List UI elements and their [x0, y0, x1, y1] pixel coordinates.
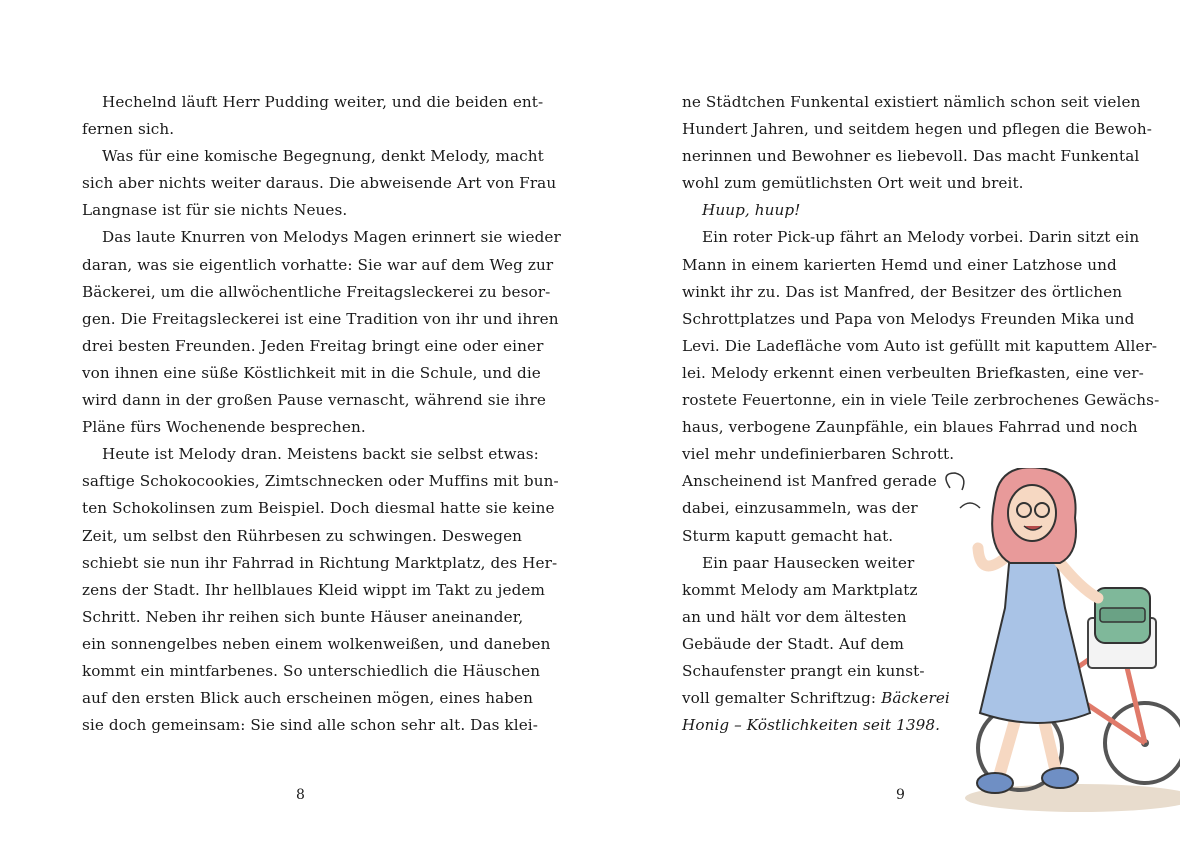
- text-line-content: ne Städtchen Funkental existiert nämlich schon seit vielen: [682, 93, 1141, 111]
- text-line-content: saftige Schokocookies, Zimtschnecken oder Muffins mit bun-: [82, 472, 559, 491]
- text-line: [82, 441, 539, 468]
- text-line-content: Zeit, um selbst den Rührbesen zu schwingen. Deswegen: [82, 526, 523, 545]
- text-line-content: Huup, huup!: [702, 201, 801, 220]
- text-line: [682, 441, 1132, 468]
- text-line-content: Langnase ist für sie nichts Neues.: [82, 201, 348, 220]
- text-line-content: gen. Die Freitagsleckerei ist eine Tradition von ihr und ihren: [82, 309, 559, 328]
- text-line-content: daran, was sie eigentlich vorhatte: Sie war auf dem Weg zur: [82, 255, 554, 274]
- text-line-content: winkt ihr zu. Das ist Manfred, der Besitzer des örtlichen: [682, 282, 1123, 301]
- text-line-content: Heute ist Melody dran. Meistens backt sie selbst etwas:: [102, 445, 539, 464]
- text-line: [682, 252, 1132, 279]
- text-line: [682, 170, 1132, 197]
- text-line-content: Schritt. Neben ihr reihen sich bunte Häuser aneinander,: [82, 607, 524, 626]
- text-line: [82, 252, 554, 279]
- text-line: [82, 414, 522, 441]
- text-line-content: haus, verbogene Zaunpfähle, ein blaues Fahrrad und noch: [682, 418, 1138, 437]
- text-line: [82, 604, 522, 631]
- text-line: [82, 306, 559, 333]
- text-line-content: Ein roter Pick-up fährt an Melody vorbei. Darin sitzt ein: [702, 228, 1140, 247]
- text-line: [82, 712, 538, 739]
- text-line: [82, 468, 559, 495]
- text-line: [682, 116, 1153, 143]
- text-line: [82, 523, 522, 550]
- text-line: [82, 685, 534, 712]
- text-line-content: Ein paar Hausecken weiter: [702, 553, 915, 572]
- text-line-content: fernen sich.: [82, 120, 175, 139]
- text-line-content: dabei, einzusammeln, was der: [682, 499, 918, 518]
- text-line-content: Anscheinend ist Manfred gerade: [682, 472, 937, 491]
- text-line-content: sie doch gemeinsam: Sie sind alle schon sehr alt. Das klei-: [82, 716, 538, 735]
- text-line: [682, 360, 1144, 387]
- text-line: [82, 387, 546, 414]
- page-number-right: 9: [896, 787, 905, 803]
- text-line-content: Mann in einem karierten Hemd und einer Latzhose und: [682, 255, 1117, 274]
- text-line: [82, 658, 541, 685]
- text-line-content: schiebt sie nun ihr Fahrrad in Richtung Marktplatz, des Her-: [82, 553, 558, 572]
- text-line-content: kommt ein mintfarbenes. So unterschiedlich die Häuschen: [82, 661, 541, 680]
- text-line-content: viel mehr undefinierbaren Schrott.: [682, 445, 955, 464]
- text-line-content: wohl zum gemütlichsten Ort weit und breit.: [682, 174, 1024, 193]
- text-line-content: ten Schokolinsen zum Beispiel. Doch diesmal hatte sie keine: [82, 499, 555, 518]
- text-line-content: Gebäude der Stadt. Auf dem: [682, 634, 904, 653]
- text-line: [682, 333, 1158, 360]
- text-line-content: ein sonnengelbes neben einem wolkenweißen, und daneben: [82, 634, 551, 653]
- text-line: [82, 631, 551, 658]
- text-line-content: rostete Feuertonne, ein in viele Teile zerbrochenes Gewächs-: [682, 391, 1160, 410]
- text-line-content: voll gemalter Schriftzug:: [682, 689, 877, 708]
- text-line-italic-tail: Bäckerei: [881, 689, 950, 708]
- text-line-content: sich aber nichts weiter daraus. Die abweisende Art von Frau: [82, 174, 557, 193]
- text-line: [682, 224, 1140, 251]
- text-line-content: von ihnen eine süße Köstlichkeit mit in die Schule, und die: [82, 363, 541, 382]
- text-line-content: Sturm kaputt gemacht hat.: [682, 526, 894, 545]
- text-line-content: Honig – Köstlichkeiten seit 1398.: [682, 716, 941, 735]
- text-line-content: wird dann in der großen Pause vernascht, während sie ihre: [82, 391, 546, 410]
- text-line: [682, 306, 1135, 333]
- text-line-content: Schaufenster prangt ein kunst-: [682, 661, 925, 680]
- text-line: [682, 197, 1132, 224]
- text-line-content: an und hält vor dem ältesten: [682, 607, 907, 626]
- text-line: [82, 197, 522, 224]
- text-line-content: Hechelnd läuft Herr Pudding weiter, und die beiden ent-: [102, 93, 544, 111]
- text-line: [82, 116, 522, 143]
- text-line: [82, 224, 561, 251]
- left-text-column: [82, 89, 561, 739]
- text-line-content: Was für eine komische Begegnung, denkt Melody, macht: [102, 147, 544, 166]
- text-line: [682, 387, 1160, 414]
- text-line-content: kommt Melody am Marktplatz: [682, 580, 918, 599]
- page-number-left: 8: [296, 787, 305, 803]
- text-line-content: Hundert Jahren, und seitdem hegen und pflegen die Bewoh-: [682, 120, 1153, 139]
- text-line: [82, 89, 544, 116]
- text-line-content: zens der Stadt. Ihr hellblaues Kleid wippt im Takt zu jedem: [82, 580, 545, 599]
- text-line-content: Levi. Die Ladefläche vom Auto ist gefüllt mit kaputtem Aller-: [682, 336, 1158, 355]
- text-line-content: auf den ersten Blick auch erscheinen mögen, eines haben: [82, 689, 534, 708]
- text-line: [82, 360, 541, 387]
- text-line: [82, 170, 557, 197]
- text-line-content: lei. Melody erkennt einen verbeulten Briefkasten, eine ver-: [682, 363, 1144, 382]
- text-line: [82, 333, 544, 360]
- text-line: [82, 495, 555, 522]
- text-line: [682, 89, 1141, 116]
- text-line-content: Schrottplatzes und Papa von Melodys Freunden Mika und: [682, 309, 1135, 328]
- text-line-content: Bäckerei, um die allwöchentliche Freitagsleckerei zu besor-: [82, 282, 551, 301]
- text-line-content: nerinnen und Bewohner es liebevoll. Das macht Funkental: [682, 147, 1140, 166]
- text-line: [82, 550, 558, 577]
- right-page: [600, 0, 1200, 851]
- girl-with-bicycle-illustration: [940, 468, 1180, 818]
- text-line: [82, 279, 551, 306]
- text-line: [682, 143, 1140, 170]
- text-line: [82, 143, 544, 170]
- text-line-content: Das laute Knurren von Melodys Magen erinnert sie wieder: [102, 228, 561, 247]
- text-line: [682, 279, 1132, 306]
- text-line: [682, 414, 1138, 441]
- text-line-content: Pläne fürs Wochenende besprechen.: [82, 418, 366, 437]
- text-line: [82, 577, 545, 604]
- text-line-content: drei besten Freunden. Jeden Freitag bringt eine oder einer: [82, 336, 544, 355]
